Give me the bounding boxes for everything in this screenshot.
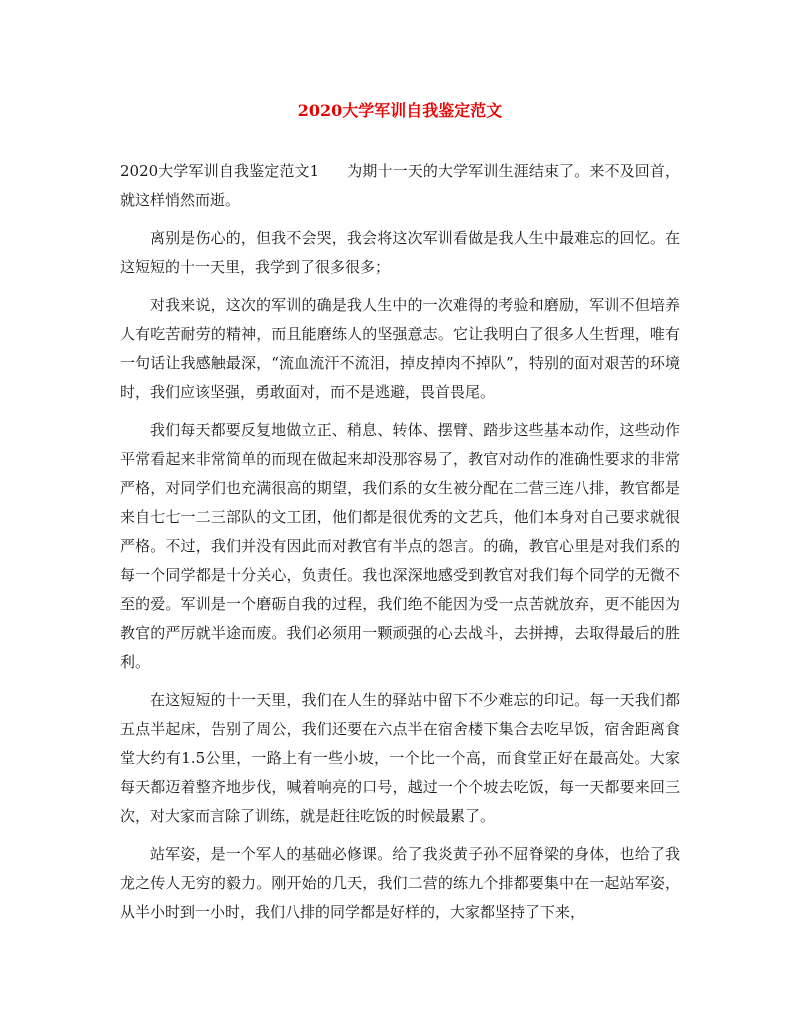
paragraph: 在这短短的十一天里，我们在人生的驿站中留下不少难忘的印记。每一天我们都五点半起床，告别了周公，我们还要在六点半在宿舍楼下集合去吃早饭，宿舍距离食堂大约有1.5公里，一路上有一些小坡，一个比一个高，而食堂正好在最高处。大家每天都迈着整齐地步伐，喊着响亮的口号，越过一个个坡去吃饭，每一天都要来回三次，对大家而言除了训练，就是赶往吃饭的时候最累了。: [120, 691, 680, 825]
paragraph: 我们每天都要反复地做立正、稍息、转体、摆臂、踏步这些基本动作，这些动作平常看起来非常简单的而现在做起来却没那容易了，教官对动作的准确性要求的非常严格，对同学们也充满很高的期望，我们系的女生被分配在二营三连八排，教官都是来自七七一二三部队的文工团，他们都是很优秀的文艺兵，他们本身对自己要求就很严格。不过，我们并没有因此而对教官有半点的怨言。的确，教官心里是对我们系的每一个同学都是十分关心，负责任。我也深深地感受到教官对我们每个同学的无微不至的爱。军训是一个磨砺自我的过程，我们绝不能因为受一点苦就放弃，更不能因为教官的严厉就半途而废。我们必须用一颗顽强的心去战斗，去拼搏，去取得最后的胜利。: [120, 421, 680, 671]
paragraph-text: 为期十一天的大学军训生涯结束了。来不及回首，就这样悄然而逝。: [120, 162, 680, 209]
paragraph: 对我来说，这次的军训的确是我人生中的一次难得的考验和磨励，军训不但培养人有吃苦耐劳的精神，而且能磨练人的坚强意志。它让我明白了很多人生哲理，唯有一句话让我感触最深，“流血流汗不流泪，掉皮掉肉不掉队”，特别的面对艰苦的环境时，我们应该坚强，勇敢面对，而不是逃避，畏首畏尾。: [120, 296, 680, 401]
document-body: [120, 157, 680, 936]
document-title: 2020大学军训自我鉴定范文: [297, 101, 503, 120]
paragraph-intro: [120, 157, 680, 215]
intro-label: 2020大学军训自我鉴定范文1: [120, 162, 320, 180]
paragraph: 离别是伤心的，但我不会哭，我会将这次军训看做是我人生中最难忘的回忆。在这短短的十一天里，我学到了很多很多；: [120, 229, 680, 276]
paragraph: 站军姿，是一个军人的基础必修课。给了我炎黄子孙不屈脊梁的身体，也给了我龙之传人无穷的毅力。刚开始的几天，我们二营的练九个排都要集中在一起站军姿，从半小时到一小时，我们八排的同学都是好样的，大家都坚持了下来，: [120, 845, 680, 921]
